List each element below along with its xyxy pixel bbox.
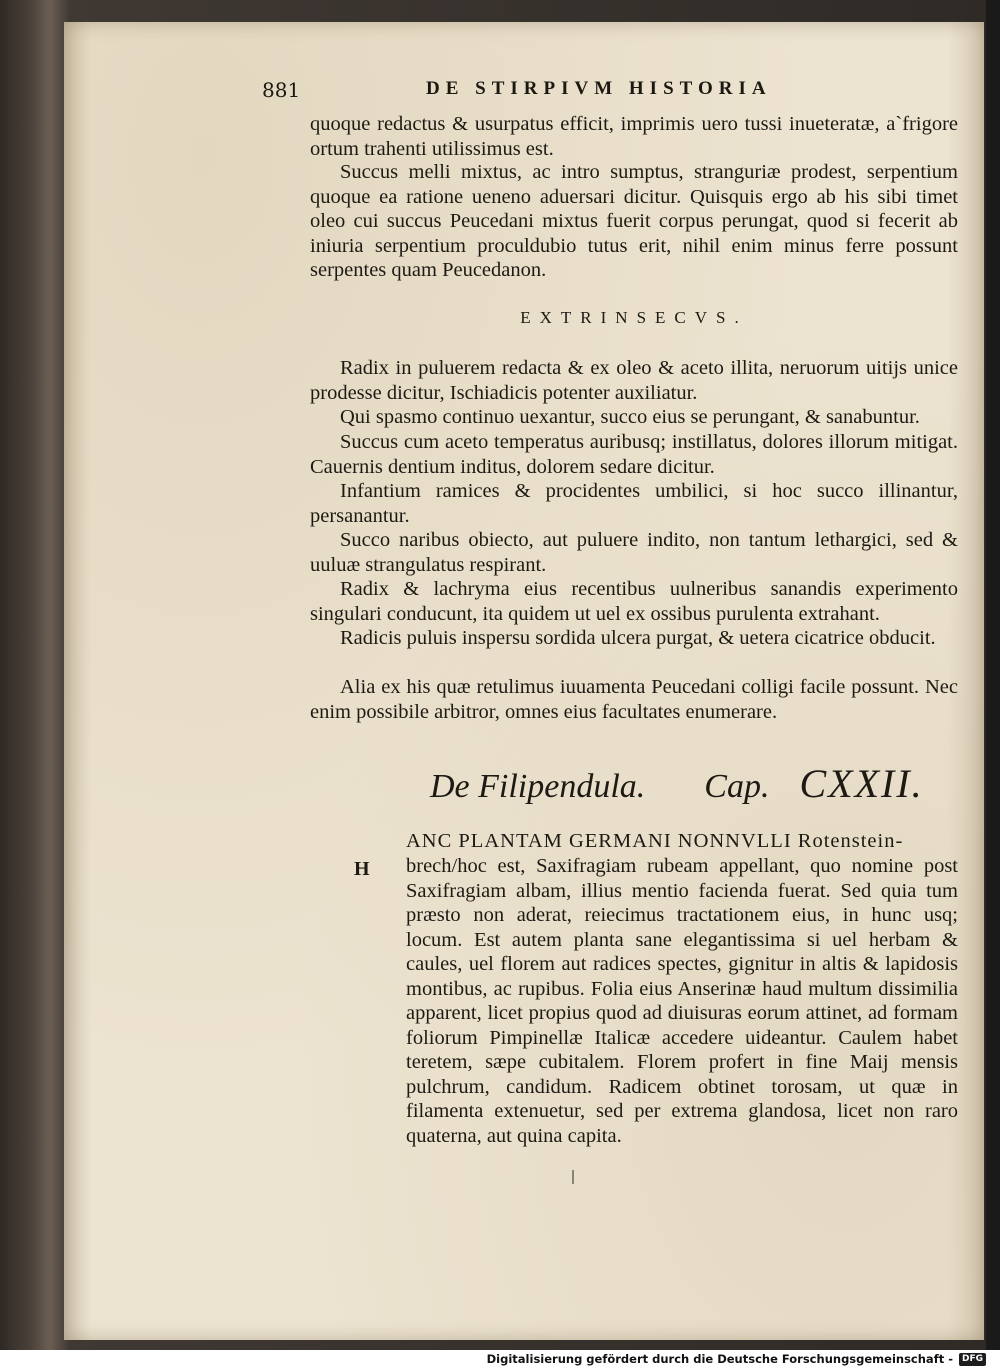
chapter-body: brech/hoc est, Saxifragiam rubeam appellant, quo nomine post Saxifragiam albam, illius mentio facienda fuerat. Sed quia tum præsto non aderat, reiecimus tractationem eius, in hunc usq; locum. Est autem planta sane elegantissima si uel herbam & caules, uel florem aut radices spectes, gignitur in altis & lapidosis montibus, ac rupibus. Folia eius Anserinæ haud multum dissimilia apparent, licet propius quod ad diuisuras eorum attinet, ad formam foliorum Pimpinellæ Italicæ accedere uideantur. Caulem habet teretem, sæpe cubitalem. Florem profert in fine Maij mensis pulchrum, candidum. Radicem obtinet torosam, ut quæ in filamenta extenuetur, sed per extrema glandosa, licet non raro quaterna, aut quina capita.: [406, 855, 958, 1147]
chapter-opening-line: ANC PLANTAM GERMANI NONNVLLI Rotenstein-: [406, 830, 904, 852]
running-head: DE STIRPIVM HISTORIA: [426, 78, 772, 99]
paragraph-ext-6: Radix & lachryma eius recentibus uulneribus sanandis experimento singulari conducunt, ita quidem ut uel ex ossibus purulenta extrahant.: [310, 578, 958, 625]
footer-text: Digitalisierung gefördert durch die Deutsche Forschungsgemeinschaft -: [486, 1352, 953, 1366]
page-number: 881: [262, 78, 301, 102]
paragraph-ext-1: Radix in puluerem redacta & ex oleo & aceto illita, neruorum uitijs unice prodesse dicitur, Ischiadicis potenter auxiliatur.: [310, 357, 958, 404]
paragraph-1: quoque redactus & usurpatus efficit, imprimis uero tussi inueteratæ, a`frigore ortum trahenti utilissimus est.: [310, 113, 958, 160]
chapter-cap-label: Cap.: [704, 768, 770, 805]
paragraph-ext-7: Radicis puluis inspersu sordida ulcera purgat, & uetera cicatrice obducit.: [340, 627, 936, 649]
paragraph-ext-2: Qui spasmo continuo uexantur, succo eius se perungant, & sanabuntur.: [340, 406, 920, 428]
paragraph-ext-5: Succo naribus obiecto, aut puluere indito, non tantum lethargici, sed & uuluæ strangulatus respirant.: [310, 529, 958, 576]
section-heading: EXTRINSECVS.: [520, 308, 748, 327]
paragraph-ext-8: Alia ex his quæ retulimus iuuamenta Peucedani colligi facile possunt. Nec enim possibile arbitror, omnes eius facultates enumerare.: [310, 676, 958, 723]
chapter-body-first: [406, 854, 958, 1148]
dfg-logo: DFG: [959, 1353, 986, 1366]
paragraph-ext-4: Infantium ramices & procidentes umbilici, si hoc succo illinantur, persanantur.: [310, 480, 958, 527]
drop-cap: H: [354, 858, 370, 880]
page-mark: [572, 1170, 574, 1184]
binding-edge: [986, 0, 1000, 1350]
footer: [487, 1350, 986, 1368]
paragraph-ext-3: Succus cum aceto temperatus auribusq; instillatus, dolores illorum mitigat. Cauernis dentium inditus, dolorem sedare dicitur.: [310, 431, 958, 478]
paragraph-2: Succus melli mixtus, ac intro sumptus, stranguriæ prodest, serpentium quoque ea ratione ueneno aduersari dicitur. Quisquis ergo ab his sibi timet oleo cui succus Peucedani mixtus fuerit corpus perungat, quod si fecerit ab iniuria serpentium proculdubio tutus erit, nihil enim minus ferre possunt serpentes quam Peucedanon.: [310, 161, 958, 281]
chapter-title: [430, 760, 924, 807]
chapter-name: De Filipendula.: [430, 768, 646, 805]
chapter-number: CXXII.: [799, 761, 924, 806]
